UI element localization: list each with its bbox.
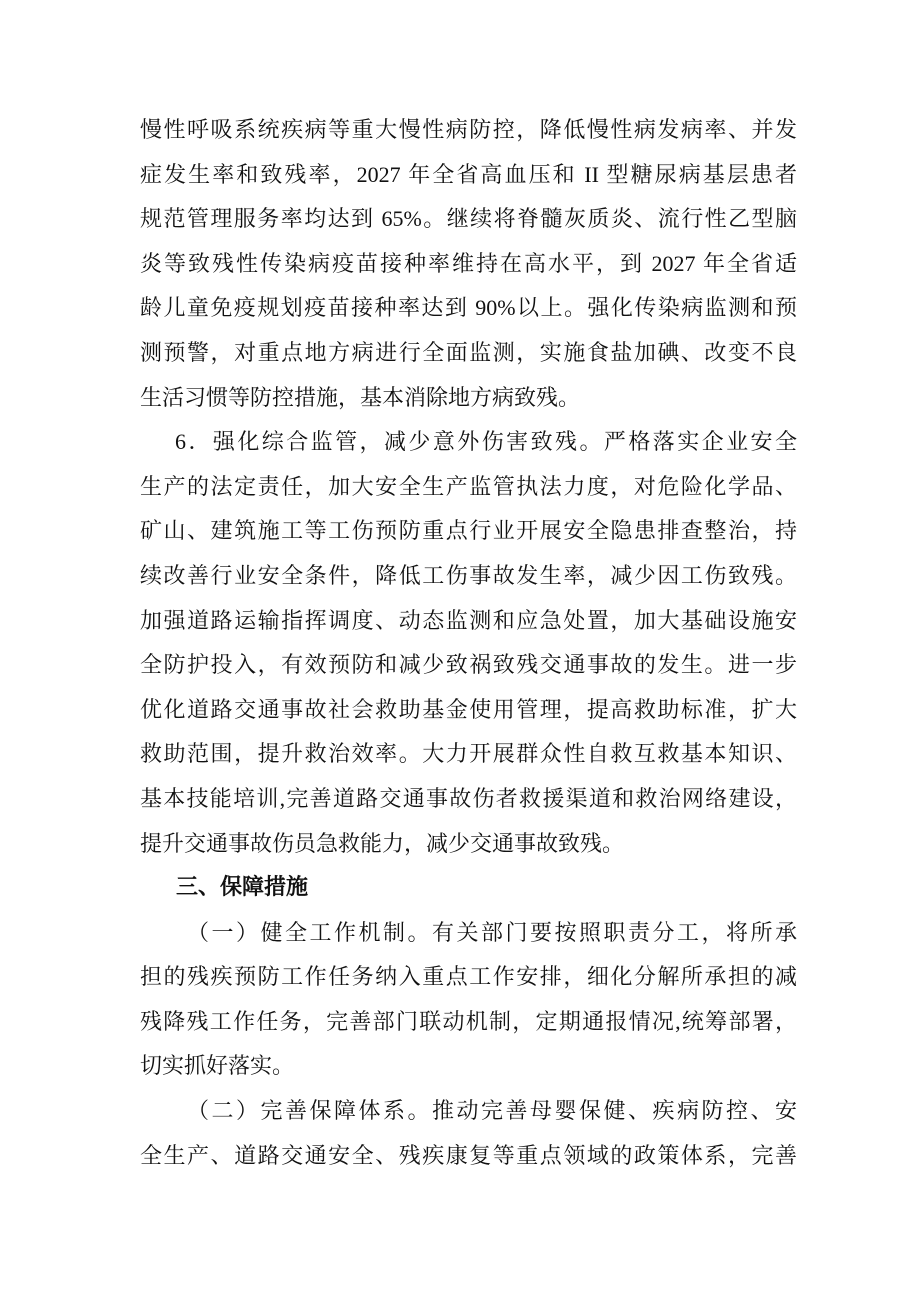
text-line: 优化道路交通事故社会救助基金使用管理，提高救助标准，扩大 — [140, 696, 797, 722]
text-line: 续改善行业安全条件，降低工伤事故发生率，减少因工伤致残。 — [140, 562, 797, 588]
text-line: 担的残疾预防工作任务纳入重点工作安排，细化分解所承担的减 — [140, 964, 797, 990]
text-line: 慢性呼吸系统疾病等重大慢性病防控，降低慢性病发病率、并发 — [140, 117, 797, 142]
text-line: 全生产、道路交通安全、残疾康复等重点领域的政策体系，完善 — [140, 1142, 797, 1168]
text-line: 规范管理服务率均达到 65%。继续将脊髓灰质炎、流行性乙型脑 — [140, 206, 797, 232]
text-line: （一）健全工作机制。有关部门要按照职责分工，将所承 — [187, 919, 797, 945]
text-line: 加强道路运输指挥调度、动态监测和应急处置，加大基础设施安 — [140, 607, 797, 633]
text-line: 残降残工作任务，完善部门联动机制，定期通报情况,统筹部署， — [140, 1008, 797, 1034]
text-line: 生活习惯等防控措施，基本消除地方病致残。 — [140, 384, 581, 410]
text-line: （二）完善保障体系。推动完善母婴保健、疾病防控、安 — [187, 1098, 797, 1124]
text-line: 救助范围，提升救治效率。大力开展群众性自救互救基本知识、 — [140, 741, 797, 767]
text-line: 生产的法定责任，加大安全生产监管执法力度，对危险化学品、 — [140, 473, 797, 499]
text-line: 全防护投入，有效预防和减少致祸致残交通事故的发生。进一步 — [140, 652, 797, 678]
text-line: 切实抓好落实。 — [140, 1053, 295, 1079]
text-line: 症发生率和致残率，2027 年全省高血压和 II 型糖尿病基层患者 — [140, 161, 797, 187]
text-line: 测预警，对重点地方病进行全面监测，实施食盐加碘、改变不良 — [140, 339, 797, 365]
text-line: 提升交通事故伤员急救能力，减少交通事故致残。 — [140, 830, 625, 856]
paragraph-disease-prevention — [140, 108, 797, 420]
text-line: 龄儿童免疫规划疫苗接种率达到 90%以上。强化传染病监测和预 — [140, 295, 797, 321]
text-line: 炎等致残性传染病疫苗接种率维持在高水平，到 2027 年全省适 — [140, 250, 797, 276]
paragraph-support-system — [140, 1089, 797, 1178]
text-line: 矿山、建筑施工等工伤预防重点行业开展安全隐患排查整治，持 — [140, 518, 797, 544]
text-line: 基本技能培训,完善道路交通事故伤者救援渠道和救治网络建设， — [140, 785, 797, 811]
text-line: 6．强化综合监管，减少意外伤害致残。严格落实企业安全 — [175, 429, 797, 455]
section-heading: 三、保障措施 — [176, 875, 309, 901]
document-body — [140, 108, 797, 1178]
paragraph-work-mechanism — [140, 911, 797, 1089]
paragraph-item-6 — [140, 420, 797, 866]
